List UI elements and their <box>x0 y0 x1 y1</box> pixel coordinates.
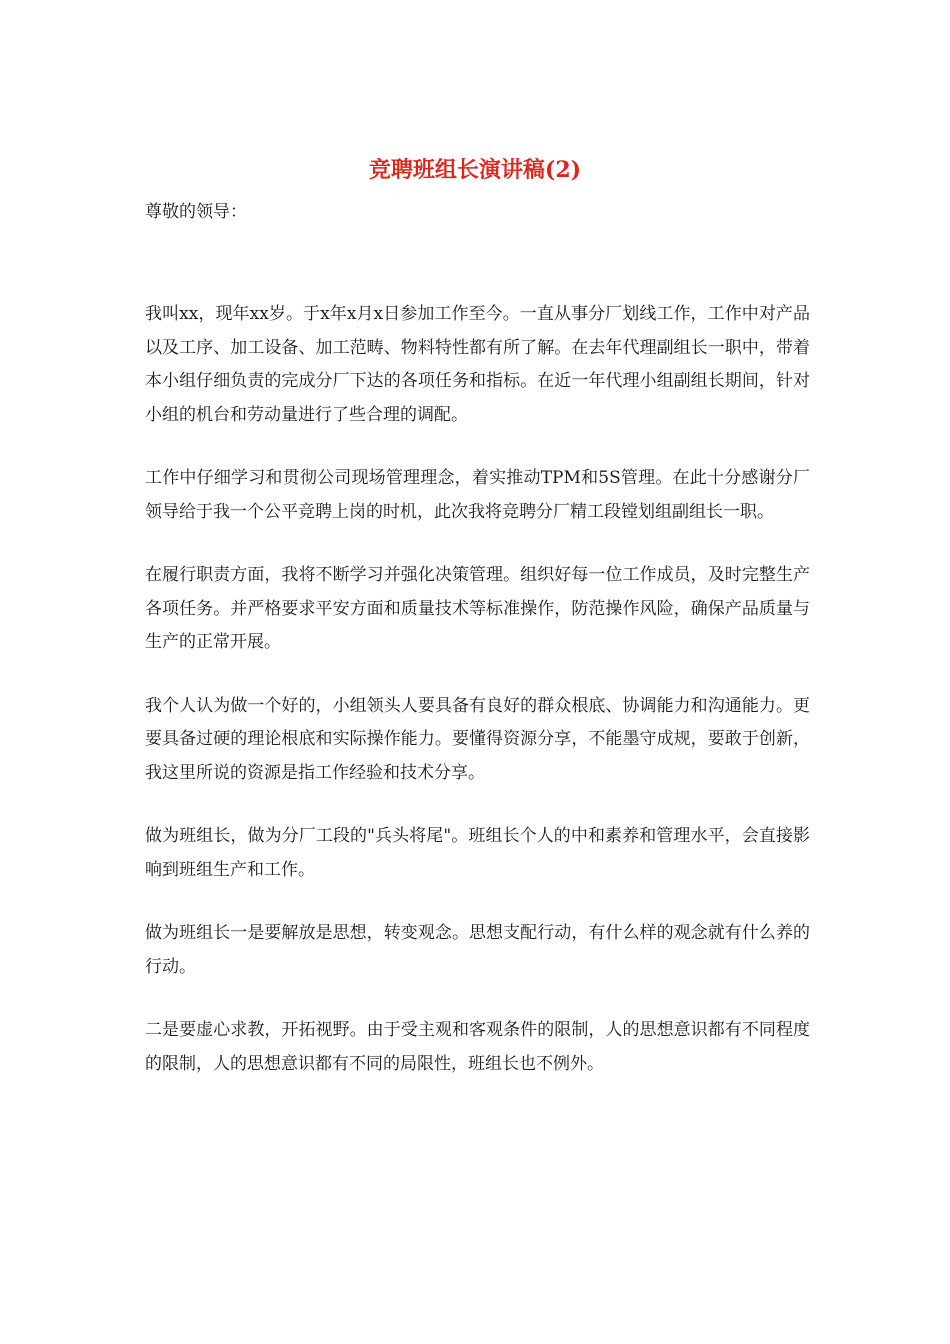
document-body <box>145 298 810 1111</box>
paragraph-5: 做为班组长，做为分厂工段的"兵头将尾"。班组长个人的中和素养和管理水平，会直接影响到班组生产和工作。 <box>145 826 810 880</box>
paragraph-2: 工作中仔细学习和贯彻公司现场管理理念，着实推动TPM和5S管理。在此十分感谢分厂领导给于我一个公平竞聘上岗的时机，此次我将竞聘分厂精工段镗划组副组长一职。 <box>145 468 810 522</box>
paragraph-7: 二是要虚心求教，开拓视野。由于受主观和客观条件的限制，人的思想意识都有不同程度的限制，人的思想意识都有不同的局限性，班组长也不例外。 <box>145 1020 810 1074</box>
salutation: 尊敬的领导： <box>145 202 247 222</box>
paragraph-4: 我个人认为做一个好的，小组领头人要具备有良好的群众根底、协调能力和沟通能力。更要具备过硬的理论根底和实际操作能力。要懂得资源分享，不能墨守成规，要敢于创新，我这里所说的资源是指工作经验和技术分享。 <box>145 695 810 783</box>
paragraph-6: 做为班组长一是要解放是思想，转变观念。思想支配行动，有什么样的观念就有什么养的行动。 <box>145 923 810 977</box>
paragraph-3: 在履行职责方面，我将不断学习并强化决策管理。组织好每一位工作成员，及时完整生产各项任务。并严格要求平安方面和质量技术等标准操作，防范操作风险，确保产品质量与生产的正常开展。 <box>145 565 810 652</box>
document-title: 竞聘班组长演讲稿(2) <box>368 157 582 183</box>
paragraph-1: 我叫xx，现年xx岁。于x年x月x日参加工作至今。一直从事分厂划线工作，工作中对产品以及工序、加工设备、加工范畴、物料特性都有所了解。在去年代理副组长一职中，带着本小组仔细负责的完成分厂下达的各项任务和指标。在近一年代理小组副组长期间，针对小组的机台和劳动量进行了些合理的调配。 <box>145 304 810 425</box>
